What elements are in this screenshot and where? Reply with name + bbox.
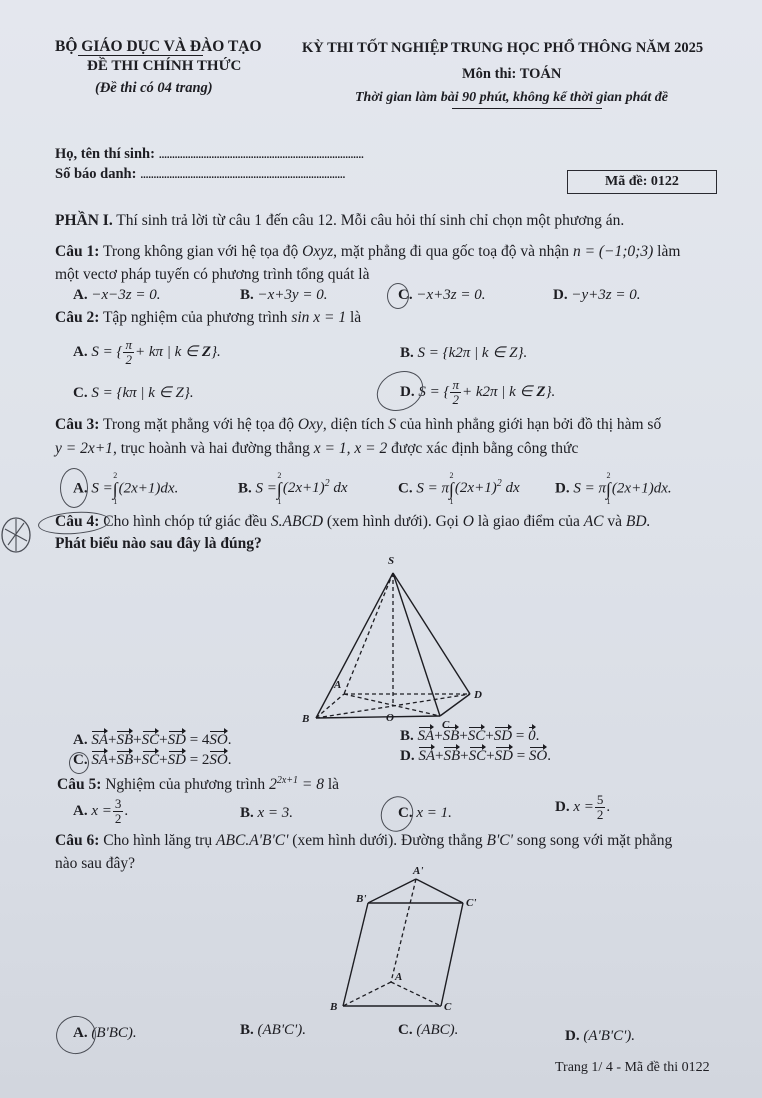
q6-answer-mark — [52, 1011, 100, 1058]
q4-option-c[interactable]: C. SA+SB+SC+SD = 2SO. — [73, 752, 232, 768]
q1-stem-2: một vectơ pháp tuyến có phương trình tổng quát là — [55, 266, 370, 283]
q4-stem: Câu 4: Cho hình chóp tứ giác đều S.ABCD (xem hình dưới). Gọi O là giao điểm của AC và BD. — [55, 513, 651, 530]
q4-stem-2: Phát biểu nào sau đây là đúng? — [55, 535, 262, 552]
q6-option-a[interactable]: A. (B'BC). — [73, 1025, 137, 1041]
svg-text:A: A — [395, 971, 403, 983]
svg-text:D: D — [474, 689, 482, 701]
q5-option-d[interactable]: D. x = $\frac{5}{2}$ . — [555, 792, 611, 822]
q6-stem-2: nào sau đây? — [55, 855, 136, 872]
exam-title: KỲ THI TỐT NGHIỆP TRUNG HỌC PHỔ THÔNG NĂM 2025 — [302, 40, 704, 56]
q5-option-b[interactable]: B. x = 3. — [240, 805, 294, 821]
q3-option-c[interactable]: C. S = π 2 ∫ 1 $(2x+1)^2$ dx — [398, 471, 520, 506]
q1-answer-mark — [387, 283, 409, 309]
q3-answer-mark — [60, 468, 88, 508]
q4-option-d[interactable]: D. SA+SB+SC+SD = SO. — [400, 748, 552, 764]
q5-stem: Câu 5: Nghiệm của phương trình $2^{2x+1} = 8$ là — [57, 775, 340, 794]
q2-option-c[interactable]: C. S = {kπ | k ∈ Z}. — [73, 385, 194, 401]
duration-underline — [452, 108, 602, 109]
candidate-name-row: Họ, tên thí sinh: .............................................................................. — [55, 146, 364, 162]
q2-answer-mark — [370, 364, 430, 419]
q6-option-d[interactable]: D. (A'B'C'). — [565, 1028, 636, 1044]
q3-option-b[interactable]: B. S = 2 ∫ 1 $(2x+1)^2$ dx — [238, 471, 348, 506]
svg-text:O: O — [386, 712, 394, 724]
q5-option-a[interactable]: A. x = $\frac{3}{2}$ . — [73, 796, 129, 826]
q2-stem: Câu 2: Tập nghiệm của phương trình sin x = 1 là — [55, 309, 362, 326]
candidate-id-row: Số báo danh: .............................................................................. — [55, 166, 345, 182]
prism-figure — [300, 860, 500, 1020]
svg-text:B: B — [302, 713, 310, 725]
q1-stem: Câu 1: Trong không gian với hệ tọa độ Oxyz, mặt phẳng đi qua gốc toạ độ và nhận n = (−1;0;3) làm — [55, 243, 681, 260]
part1-instruction: PHẦN I. Thí sinh trả lời từ câu 1 đến câu 12. Mỗi câu hỏi thí sinh chỉ chọn một phương án. — [55, 212, 625, 229]
svg-text:B': B' — [356, 893, 367, 905]
candidate-id-field[interactable]: .............................................................................. — [140, 166, 345, 182]
q4-option-a[interactable]: A. SA+SB+SC+SD = 4SO. — [73, 732, 232, 748]
q2-option-d[interactable]: D. S = { $\frac{\pi}{2}$ + k2π | k ∈ Z}. — [400, 377, 556, 407]
pages-note: (Đề thi có 04 trang) — [95, 80, 213, 96]
q3-stem-2: y = 2x+1, trục hoành và hai đường thẳng x = 1, x = 2 được xác định bằng công thức — [55, 440, 579, 457]
svg-text:C: C — [444, 1001, 452, 1013]
q6-option-c[interactable]: C. (ABC). — [398, 1022, 459, 1038]
page-footer: Trang 1/ 4 - Mã đề thi 0122 — [555, 1060, 710, 1075]
q1-option-a[interactable]: A. −x−3z = 0. — [73, 287, 161, 303]
svg-text:C': C' — [466, 897, 477, 909]
q5-answer-mark — [376, 792, 418, 837]
q2-option-b[interactable]: B. S = {k2π | k ∈ Z}. — [400, 345, 528, 361]
q3-option-d[interactable]: D. S = π 2 ∫ 1 (2x+1)dx. — [555, 471, 672, 506]
q3-option-a[interactable]: A. S = 2 ∫ 1 (2x+1)dx. — [73, 471, 179, 506]
q1-option-c[interactable]: C. −x+3z = 0. — [398, 287, 486, 303]
exam-type: ĐỀ THI CHÍNH THỨC — [87, 58, 242, 74]
q6-option-b[interactable]: B. (AB'C'). — [240, 1022, 307, 1038]
svg-text:A': A' — [413, 865, 424, 877]
q4-pencil-mark — [37, 510, 110, 537]
q5-option-c[interactable]: C. x = 1. — [398, 805, 452, 821]
q4-answer-mark — [69, 752, 89, 774]
svg-text:S: S — [388, 555, 395, 567]
q3-stem: Câu 3: Trong mặt phẳng với hệ tọa độ Oxy, diện tích S của hình phẳng giới hạn bởi đồ thị hàm số — [55, 416, 662, 433]
q4-option-b[interactable]: B. SA+SB+SC+SD = 0. — [400, 728, 540, 744]
ministry-underline — [78, 55, 203, 56]
q1-option-b[interactable]: B. −x+3y = 0. — [240, 287, 328, 303]
q1-option-d[interactable]: D. −y+3z = 0. — [553, 287, 641, 303]
pencil-doodle-icon — [0, 515, 34, 555]
exam-code-box: Mã đề: 0122 — [567, 170, 717, 194]
ministry-name: BỘ GIÁO DỤC VÀ ĐÀO TẠO — [55, 38, 262, 55]
subject: Môn thi: TOÁN — [462, 66, 562, 82]
svg-text:A: A — [334, 679, 342, 691]
q6-stem: Câu 6: Cho hình lăng trụ ABC.A'B'C' (xem hình dưới). Đường thẳng B'C' song song với mặt phẳng — [55, 832, 673, 849]
svg-text:C: C — [442, 719, 450, 731]
candidate-name-field[interactable]: .............................................................................. — [158, 146, 364, 162]
q2-option-a[interactable]: A. S = { $\frac{\pi}{2}$ + kπ | k ∈ Z}. — [73, 337, 221, 367]
svg-text:B: B — [330, 1001, 338, 1013]
pyramid-figure — [300, 550, 520, 730]
duration: Thời gian làm bài 90 phút, không kể thời gian phát đề — [355, 90, 668, 105]
